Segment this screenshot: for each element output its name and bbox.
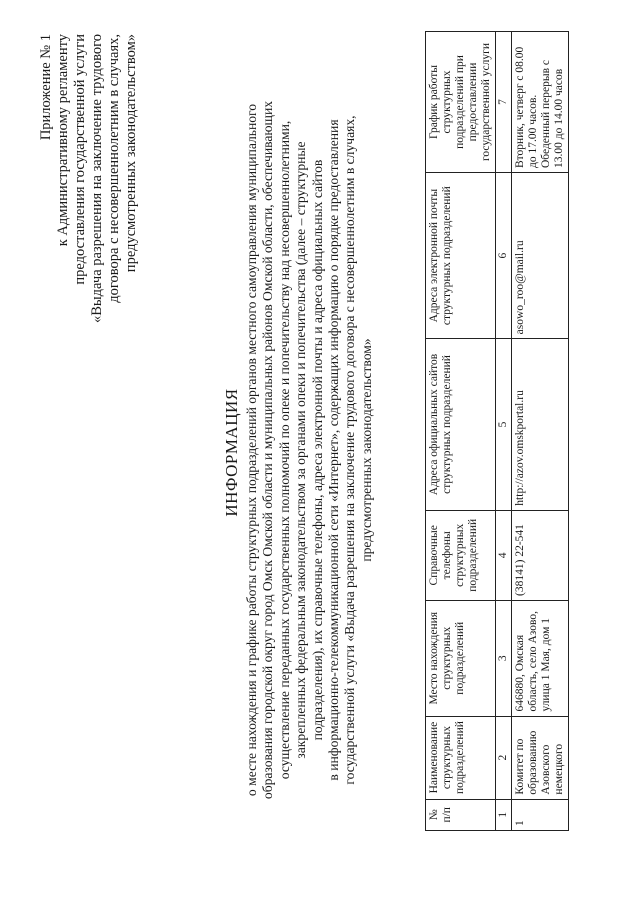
intro-line: осуществление переданных государственных полномочий по опеке и попечительству над несовершеннолетними,: [276, 120, 292, 780]
intro-line: образования городской округ город Омск Омской области и муниципальных районов Омской области, обеспечивающих: [260, 100, 276, 800]
row-email[interactable]: asowo_roo@mail.ru: [512, 173, 569, 339]
annex-line: «Выдача разрешения на заключение трудового: [89, 34, 105, 323]
intro-line: предусмотренных законодательством»: [358, 338, 374, 562]
annex-header: [38, 34, 140, 394]
header-address: Место нахождения структурных подразделений: [426, 600, 496, 716]
column-number: 6: [496, 173, 512, 339]
document-title: ИНФОРМАЦИЯ: [222, 388, 241, 517]
annex-line: предусмотренных законодательством»: [123, 34, 139, 273]
annex-line: к Административному регламенту: [55, 34, 71, 247]
header-site: Адреса официальных сайтов структурных подразделений: [426, 339, 496, 510]
intro-line: подразделения), их справочные телефоны, адреса электронной почты и адреса официальных сайтов: [309, 159, 325, 741]
row-site[interactable]: http://azov.omskportal.ru: [512, 339, 569, 510]
table-row: [512, 32, 569, 831]
row-schedule: Вторник, четверг с 08.00 до 17.00 часов. Обеденный перерыв с 13.00 до 14.00 часов: [512, 32, 569, 173]
table-column-numbers-row: [496, 32, 512, 831]
intro-paragraph: [244, 70, 375, 830]
intro-line: о месте нахождения и графике работы структурных подразделений органов местного самоуправления муниципального: [244, 103, 259, 797]
column-number: 2: [496, 716, 512, 799]
header-name: Наименование структурных подразделений: [426, 716, 496, 799]
header-num: № п/п: [426, 799, 496, 830]
header-schedule: График работы структурных подразделений при предоставлении государственной услуги: [426, 32, 496, 173]
row-name: Комитет по образованию Азовского немецкого: [512, 716, 569, 799]
annex-line: предоставления государственной услуги: [72, 34, 88, 285]
row-address: 646880, Омская область, село Азово, улица 1 Мая, дом 1: [512, 600, 569, 716]
column-number: 7: [496, 32, 512, 173]
intro-line: в информационно-телекоммуникационной сети «Интернет», содержащих информацию о порядке предоставления: [326, 119, 342, 781]
intro-line: государственной услуги «Выдача разрешения на заключение трудового договора с несовершеннолетним в случаях,: [342, 115, 358, 785]
column-number: 5: [496, 339, 512, 510]
header-email: Адреса электронной почты структурных подразделений: [426, 173, 496, 339]
departments-table: [425, 31, 569, 831]
annex-line: договора с несовершеннолетним в случаях,: [106, 34, 122, 303]
row-num: 1: [512, 799, 569, 830]
column-number: 4: [496, 510, 512, 600]
table-header-row: [426, 32, 496, 831]
header-phone: Справочные телефоны структурных подразделений: [426, 510, 496, 600]
column-number: 3: [496, 600, 512, 716]
intro-line: закрепленных федеральным законодательством за органами опеки и попечительства (далее – структурные: [293, 141, 309, 759]
row-phone: (38141) 22-541: [512, 510, 569, 600]
annex-line: Приложение № 1: [38, 34, 54, 141]
column-number: 1: [496, 799, 512, 830]
